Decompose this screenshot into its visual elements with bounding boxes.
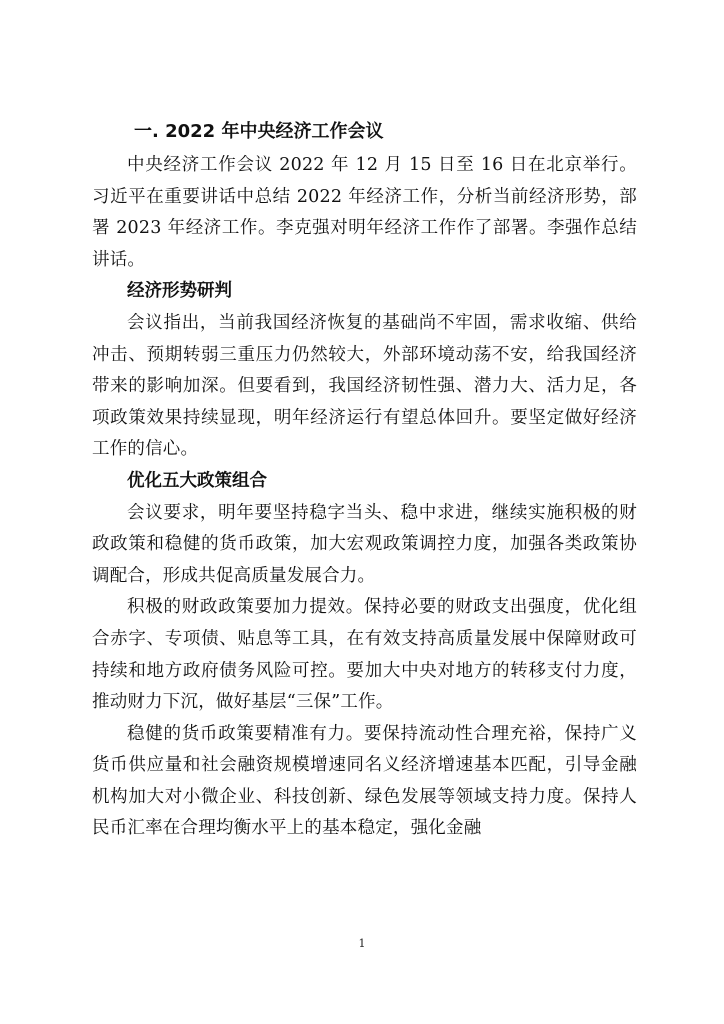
- paragraph-economic-situation: 会议指出，当前我国经济恢复的基础尚不牢固，需求收缩、供给冲击、预期转弱三重压力仍然较大，外部环境动荡不安，给我国经济带来的影响加深。但要看到，我国经济韧性强、潜力大、活力足，各项政策效果持续显现，明年经济运行有望总体回升。要坚定做好经济工作的信心。: [92, 312, 637, 460]
- paragraph-policy-requirements: 会议要求，明年要坚持稳字当头、稳中求进，继续实施积极的财政政策和稳健的货币政策，加大宏观政策调控力度，加强各类政策协调配合，形成共促高质量发展合力。: [92, 502, 637, 586]
- page-number: 1: [358, 937, 366, 950]
- document-body: [92, 116, 637, 845]
- subheading-policy-mix: 优化五大政策组合: [127, 470, 267, 491]
- paragraph-monetary-policy: 稳健的货币政策要精准有力。要保持流动性合理充裕，保持广义货币供应量和社会融资规模增速同名义经济增速基本匹配，引导金融机构加大对小微企业、科技创新、绿色发展等领域支持力度。保持人民币汇率在合理均衡水平上的基本稳定，强化金融: [92, 723, 637, 839]
- paragraph-meeting-summary: 中央经济工作会议 2022 年 12 月 15 日至 16 日在北京举行。习近平在重要讲话中总结 2022 年经济工作，分析当前经济形势，部署 2023 年经济工作。李克强对明年经济工作作了部署。李强作总结讲话。: [92, 155, 637, 270]
- paragraph-fiscal-policy: 积极的财政政策要加力提效。保持必要的财政支出强度，优化组合赤字、专项债、贴息等工具，在有效支持高质量发展中保障财政可持续和地方政府债务风险可控。要加大中央对地方的转移支付力度，推动财力下沉，做好基层“三保”工作。: [92, 597, 637, 713]
- section-title: 一. 2022 年中央经济工作会议: [134, 121, 384, 142]
- subheading-economic-situation: 经济形势研判: [127, 281, 232, 302]
